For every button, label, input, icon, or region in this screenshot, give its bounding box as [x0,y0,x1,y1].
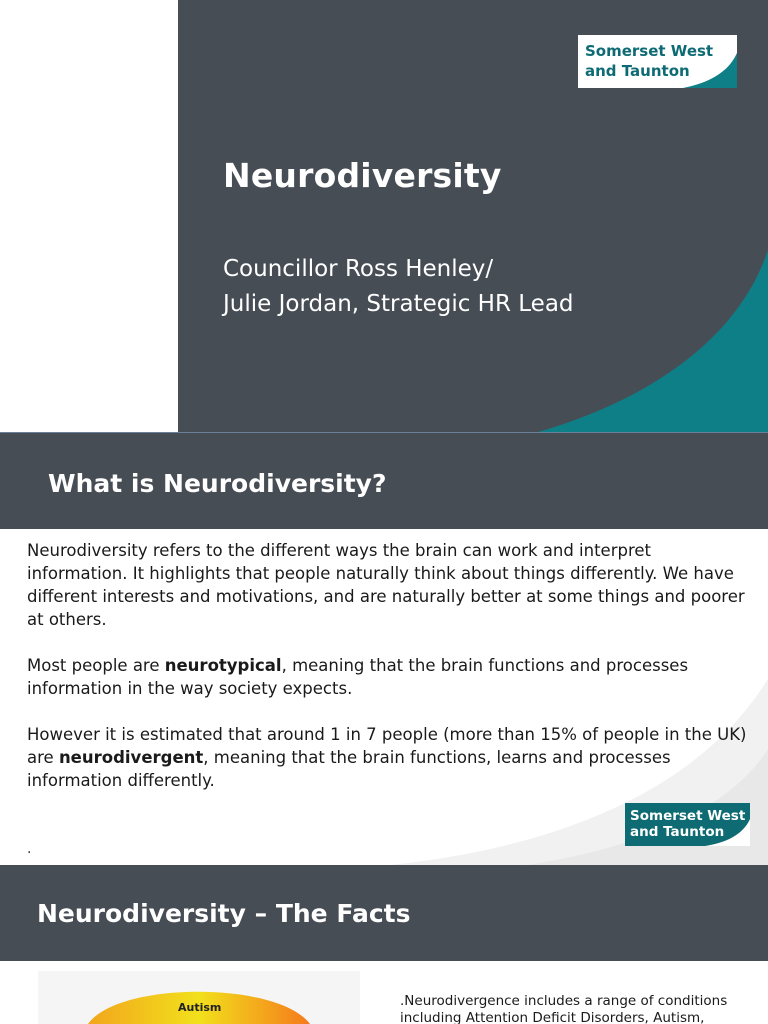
diagram-label-autism: Autism [178,1001,222,1014]
term-neurotypical: neurotypical [164,656,282,675]
logo-line-2: and Taunton [585,62,690,80]
logo-line-1: Somerset West [630,808,746,824]
text-span: Most people are [27,656,165,675]
facts-line-2: including Attention Deficit Disorders, Autism, [400,1010,705,1024]
facts-slide [0,865,768,1024]
trailing-dot: . [27,841,32,857]
presenter-line-1: Councillor Ross Henley/ [223,256,494,282]
diagram-arc-graphic [38,971,360,1024]
text-span: However it is estimated that around 1 in 7 people (more than 15% of people in the UK) are [27,725,747,767]
text-span: , meaning that the brain functions, learns and processes information differently. [27,748,671,790]
what-is-neurodiversity-slide [0,432,768,865]
title-slide [0,0,768,432]
presenter-line-2: Julie Jordan, Strategic HR Lead [223,291,574,317]
facts-line-1: .Neurodivergence includes a range of conditions [400,993,728,1009]
presenter-names [223,252,574,322]
term-neurodivergent: neurodivergent [58,748,204,767]
neurodivergence-diagram [38,971,360,1024]
council-logo [625,803,750,846]
title-panel [178,0,768,432]
council-logo [578,35,737,88]
facts-text [400,993,740,1024]
presentation-title: Neurodiversity [223,156,502,195]
paragraph-neurodivergent [27,723,747,792]
slide-body-text [27,539,747,815]
logo-wordmark [585,41,713,81]
slide-title: What is Neurodiversity? [48,469,387,498]
paragraph-definition: Neurodiversity refers to the different ways the brain can work and interpret information. It highlights that people naturally think about things differently. We have different interests and motivations, and are naturally better at some things and poorer at others. [27,541,745,629]
text-span: , meaning that the brain functions and processes information in the way society expects. [27,656,689,698]
slide-header [0,433,768,529]
slide-title: Neurodiversity – The Facts [37,899,411,928]
slide-header [0,865,768,961]
logo-line-2: and Taunton [630,824,725,840]
logo-wordmark [630,808,745,840]
logo-line-1: Somerset West [585,42,714,60]
paragraph-neurotypical [27,654,747,700]
